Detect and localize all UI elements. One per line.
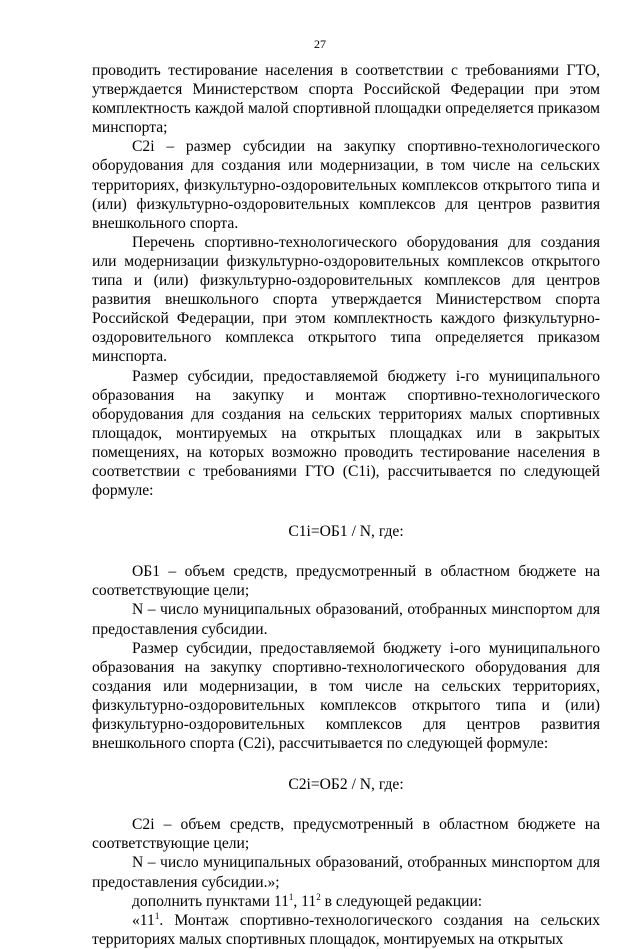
formula: С2i=ОБ2 / N, где: [288,776,404,794]
paragraph [92,892,600,911]
paragraph: Размер субсидии, предоставляемой бюджету i-го муниципального образования на закупку и монтаж спортивно-технологического оборудования для создания на сельских территориях малых спортивных площадок, монтируемых на открытых площадках или в закрытых помещениях, на которых возможно проводить тестирование населения в соответствии с требованиями ГТО (С1i), рассчитывается по следующей формуле: [92,367,600,500]
paragraph-text: дополнить пунктами 11 [132,892,289,910]
paragraph: ОБ1 – объем средств, предусмотренный в областном бюджете на соответствующие цели; [92,563,600,600]
formula: С1i=ОБ1 / N, где: [288,523,404,541]
superscript: 2 [316,891,321,902]
paragraph: С2i – объем средств, предусмотренный в областном бюджете на соответствующие цели; [92,816,600,853]
paragraph: С2i – размер субсидии на закупку спортивно-технологического оборудования для создания или модернизации, в том числе на сельских территориях, физкультурно-оздоровительных комплексов открытого типа и (или) физкультурно-оздоровительных комплексов для центров развития внешкольного спорта. [92,138,600,232]
paragraph: проводить тестирование населения в соответствии с требованиями ГТО, утверждается Министерством спорта Российской Федерации при этом комплектность каждой малой спортивной площадки определяется приказом минспорта; [92,62,600,137]
paragraph-text: в следующей редакции: [320,892,483,910]
paragraph: N – число муниципальных образований, отобранных минспортом для предоставления субсидии.»; [92,854,600,891]
superscript: 1 [154,910,160,921]
superscript: 1 [288,891,294,902]
paragraph-text: , 11 [293,892,317,910]
paragraph: Размер субсидии, предоставляемой бюджету i-ого муниципального образования на закупку спортивно-технологического оборудования для создания или модернизации, в том числе на сельских территориях, физкультурно-оздоровительных комплексов открытого типа и (или) физкультурно-оздоровительных комплексов для центров развития внешкольного спорта (С2i), рассчитывается по следующей формуле: [92,639,600,753]
paragraph: N – число муниципальных образований, отобранных минспортом для предоставления субсидии. [92,601,600,638]
paragraph: Перечень спортивно-технологического оборудования для создания или модернизации физкультурно-оздоровительных комплексов открытого типа и (или) физкультурно-оздоровительных комплексов для центров развития внешкольного спорта утверждается Министерством спорта Российской Федерации, при этом комплектность каждого физкультурно-оздоровительного комплекса открытого типа определяется приказом минспорта. [92,233,600,366]
page-number: 27 [314,37,326,51]
document-body [92,61,600,949]
paragraph-text: . Монтаж спортивно-технологического создания на сельских территориях малых спортивных площадок, монтируемых на открытых [92,911,600,948]
paragraph [92,911,600,949]
paragraph-text: «11 [132,911,155,929]
